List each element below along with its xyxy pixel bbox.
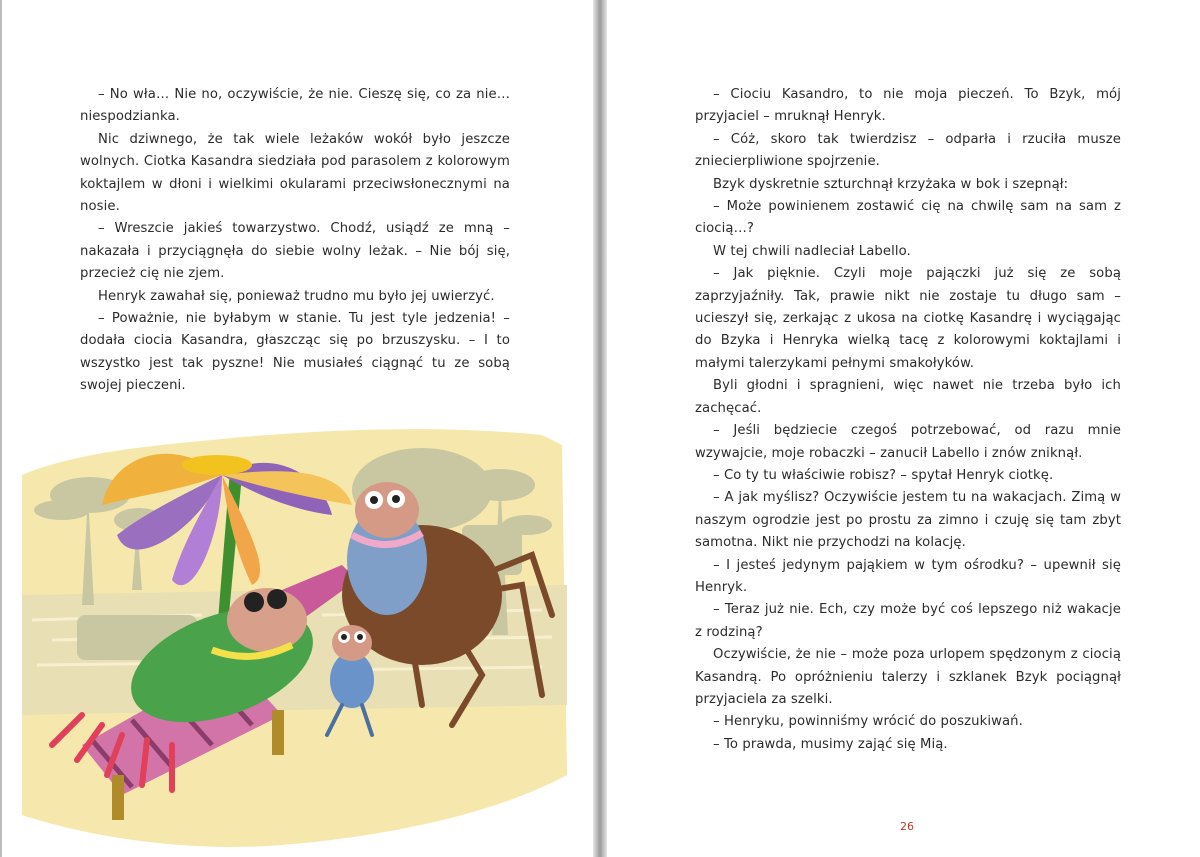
paragraph: Byli głodni i spragnieni, więc nawet nie trzeba było ich zachęcać. [695, 378, 1121, 416]
paragraph: – Wreszcie jakieś towarzystwo. Chodź, usiądź ze mną – nakazała i przyciągnęła do siebie wolny leżak. – Nie bój się, przecież cię nie zjem. [80, 221, 510, 282]
paragraph: – Cóż, skoro tak twierdzisz – odparła i rzuciła musze zniecierpliwione spojrzenie. [695, 131, 1121, 170]
page-number: 26 [900, 820, 914, 833]
paragraph: – Teraz już nie. Ech, czy może być coś lepszego niż wakacje z rodziną? [695, 602, 1121, 640]
paragraph: Henryk zawahał się, ponieważ trudno mu było jej uwierzyć. [98, 288, 495, 304]
right-page-text [695, 84, 1121, 756]
paragraph: – No wła… Nie no, oczywiście, że nie. Cieszę się, co za nie… niespodzianka. [80, 87, 510, 125]
left-page-text [80, 84, 510, 398]
paragraph: – A jak myślisz? Oczywiście jestem tu na wakacjach. Zimą w naszym ogrodzie jest po prostu za zimno i czuję się tam zbyt samotna. Nikt nie przychodzi na kolację. [695, 490, 1121, 551]
paragraph: – Ciociu Kasandro, to nie moja pieczeń. To Bzyk, mój przyjaciel – mruknął Henryk. [695, 87, 1121, 125]
paragraph: – Co ty tu właściwie robisz? – spytał Henryk ciotkę. [713, 467, 1054, 483]
paragraph: – Poważnie, nie byłabym w stanie. Tu jest tyle jedzenia! – dodała ciocia Kasandra, głaszcząc się po brzuszysku. – I to wszystko jest tak pyszne! Nie musiałeś ciągnąć tu ze sobą swojej pieczeni. [80, 311, 510, 394]
paragraph: Oczywiście, że nie – może poza urlopem spędzonym z ciocią Kasandrą. Po opróżnieniu talerzy i szklanek Bzyk pociągnął przyjaciela za szelki. [695, 647, 1121, 707]
paragraph: – Jak pięknie. Czyli moje pajączki już się ze sobą zaprzyjaźniły. Tak, prawie nikt nie zostaje tu długo sam – ucieszył się, zerkając z ukosa na ciotkę Kasandrę i wyciągając do Bzyka i Henryka wielką tacę z kolorowymi koktajlami i małymi talerzykami pełnymi smakołyków. [695, 266, 1121, 371]
paragraph: – I jesteś jedynym pająkiem w tym ośrodku? – upewnił się Henryk. [695, 557, 1121, 595]
paragraph: Bzyk dyskretnie szturchnął krzyżaka w bok i szepnął: [713, 176, 1069, 192]
left-page [2, 0, 593, 857]
paragraph: – Henryku, powinniśmy wrócić do poszukiwań. [713, 714, 1023, 730]
paragraph: – Może powinienem zostawić cię na chwilę sam na sam z ciocią…? [695, 199, 1121, 237]
paragraph: – To prawda, musimy zająć się Mią. [713, 736, 948, 752]
right-page [607, 0, 1200, 857]
paragraph: W tej chwili nadleciał Labello. [713, 243, 911, 259]
book-gutter [593, 0, 607, 857]
paragraph: Nic dziwnego, że tak wiele leżaków wokół było jeszcze wolnych. Ciotka Kasandra siedziała pod parasolem z kolorowym koktajlem w dłoni i wielkimi okularami przeciwsłonecznymi na nosie. [80, 131, 510, 215]
beach-spiders-illustration [22, 415, 567, 855]
paragraph: – Jeśli będziecie czegoś potrzebować, od razu mnie wzywajcie, moje robaczki – zanucił Labello i znów zniknął. [695, 423, 1121, 461]
